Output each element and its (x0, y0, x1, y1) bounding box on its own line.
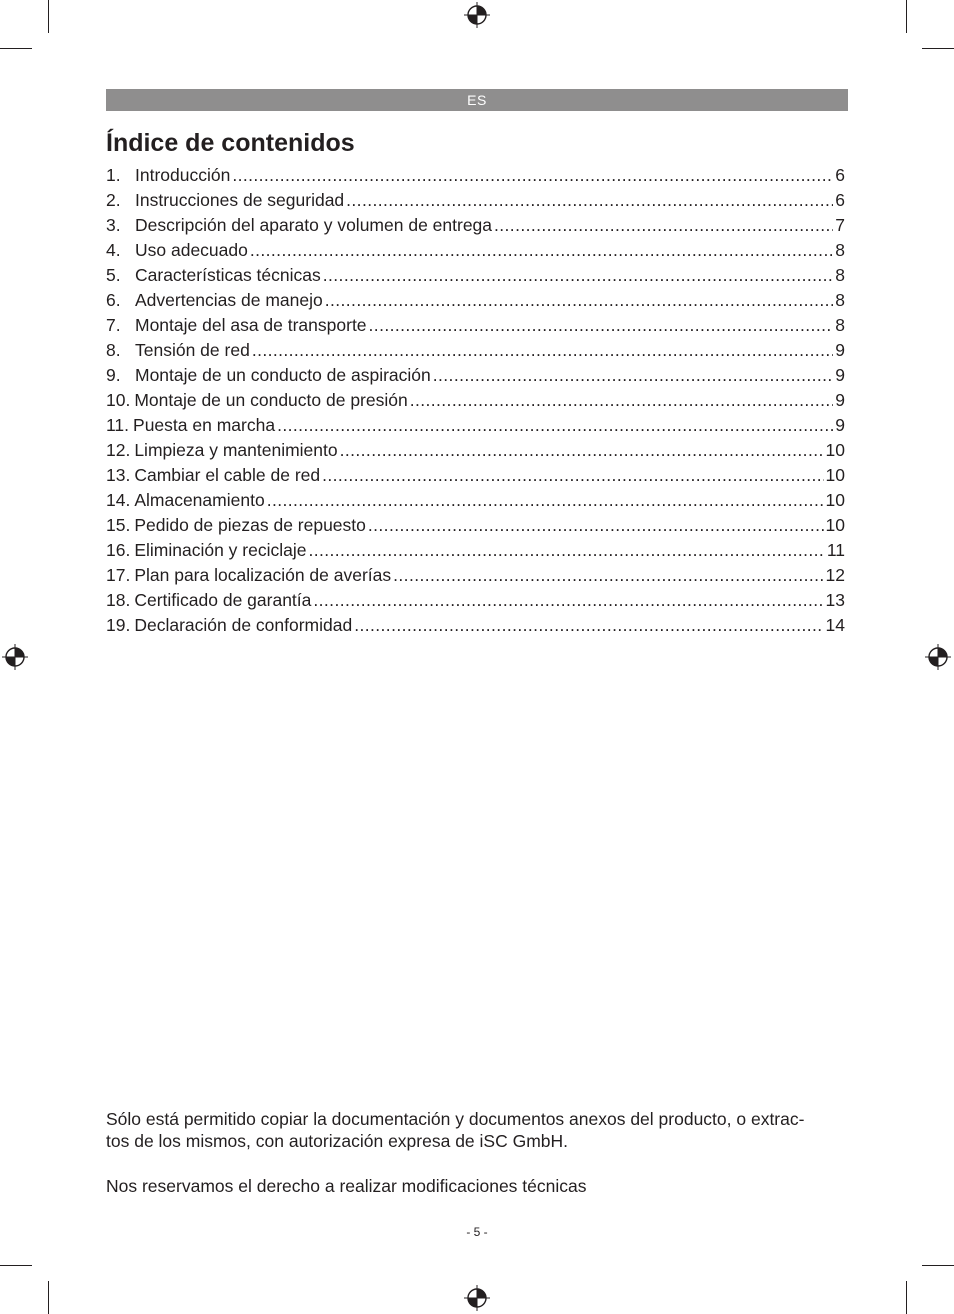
crop-mark-icon (48, 1281, 49, 1314)
toc-entry-label: Certificado de garantía (134, 590, 312, 610)
toc-entry-page: 9 (835, 340, 845, 360)
registration-mark-icon (2, 644, 28, 670)
crop-mark-icon (906, 0, 907, 33)
toc-dot-leader (250, 238, 833, 263)
toc-entry-label: Tensión de red (135, 340, 250, 360)
toc-dot-leader (252, 338, 833, 363)
toc-entry-page: 11 (826, 540, 845, 560)
toc-entry-label: Advertencias de manejo (135, 290, 323, 310)
toc-dot-leader (313, 588, 823, 613)
toc-entry-page: 12 (825, 565, 845, 585)
toc-dot-leader (346, 188, 833, 213)
toc-entry-number: 18. (106, 590, 131, 610)
toc-entry-page: 6 (835, 190, 845, 210)
toc-entry (106, 313, 845, 338)
toc-entry-number: 19. (106, 615, 131, 635)
toc-entry-page: 7 (835, 215, 845, 235)
toc-entry-label: Puesta en marcha (133, 415, 276, 435)
toc-entry (106, 613, 845, 638)
toc-dot-leader (322, 463, 823, 488)
toc-entry-label: Declaración de conformidad (134, 615, 353, 635)
toc-dot-leader (369, 313, 834, 338)
toc-entry (106, 438, 845, 463)
crop-mark-icon (48, 0, 49, 33)
toc-entry-label: Pedido de piezas de repuesto (134, 515, 366, 535)
crop-mark-icon (0, 1265, 32, 1266)
toc-entry-page: 8 (835, 265, 845, 285)
toc-entry-page: 8 (835, 290, 845, 310)
toc-entry (106, 388, 845, 413)
page-title: Índice de contenidos (106, 129, 355, 157)
toc-entry-page: 10 (825, 465, 845, 485)
toc-entry-label: Descripción del aparato y volumen de entrega (135, 215, 493, 235)
toc-dot-leader (340, 438, 824, 463)
modification-notice: Nos reservamos el derecho a realizar modificaciones técnicas (106, 1176, 587, 1196)
toc-entry (106, 163, 845, 188)
toc-dot-leader (354, 613, 823, 638)
toc-entry-label: Uso adecuado (135, 240, 248, 260)
toc-entry-label: Características técnicas (135, 265, 321, 285)
toc-dot-leader (267, 488, 824, 513)
toc-entry-page: 9 (835, 390, 845, 410)
toc-dot-leader (410, 388, 834, 413)
toc-dot-leader (368, 513, 824, 538)
toc-entry (106, 588, 845, 613)
toc-entry (106, 463, 845, 488)
toc-entry-page: 10 (825, 490, 845, 510)
registration-mark-icon (464, 2, 490, 28)
toc-entry-number: 17. (106, 565, 131, 585)
toc-entry-number: 5. (106, 265, 121, 285)
toc-entry-label: Almacenamiento (134, 490, 265, 510)
toc-entry (106, 363, 845, 388)
toc-dot-leader (323, 263, 834, 288)
copyright-notice (106, 1108, 848, 1152)
copyright-notice-line-2: tos de los mismos, con autorización expresa de iSC GmbH. (106, 1131, 568, 1151)
toc-entry (106, 338, 845, 363)
crop-mark-icon (922, 48, 954, 49)
toc-entry-label: Plan para localización de averías (134, 565, 392, 585)
toc-entry (106, 413, 845, 438)
toc-entry (106, 238, 845, 263)
toc-entry-number: 3. (106, 215, 121, 235)
toc-entry-label: Montaje de un conducto de aspiración (135, 365, 431, 385)
toc-entry-page: 9 (835, 365, 845, 385)
toc-entry-label: Limpieza y mantenimiento (134, 440, 338, 460)
toc-dot-leader (308, 538, 824, 563)
toc-entry (106, 538, 845, 563)
toc-entry (106, 488, 845, 513)
toc-entry-label: Eliminación y reciclaje (134, 540, 307, 560)
toc-entry-number: 2. (106, 190, 121, 210)
toc-dot-leader (325, 288, 834, 313)
toc-entry-number: 14. (106, 490, 131, 510)
toc-entry-number: 16. (106, 540, 131, 560)
toc-entry-label: Instrucciones de seguridad (135, 190, 345, 210)
table-of-contents (106, 163, 845, 638)
toc-entry-page: 13 (825, 590, 845, 610)
toc-entry-page: 6 (835, 165, 845, 185)
toc-entry-number: 6. (106, 290, 121, 310)
toc-entry-number: 12. (106, 440, 131, 460)
language-code: ES (467, 92, 487, 108)
toc-entry (106, 513, 845, 538)
toc-entry-label: Montaje de un conducto de presión (134, 390, 408, 410)
toc-dot-leader (232, 163, 833, 188)
copyright-notice-line-1: Sólo está permitido copiar la documentación y documentos anexos del producto, o extrac- (106, 1109, 805, 1129)
toc-dot-leader (277, 413, 833, 438)
toc-entry-page: 14 (825, 615, 845, 635)
toc-entry-number: 15. (106, 515, 131, 535)
toc-entry-page: 8 (835, 315, 845, 335)
crop-mark-icon (906, 1281, 907, 1314)
toc-entry-label: Montaje del asa de transporte (135, 315, 367, 335)
registration-mark-icon (464, 1285, 490, 1311)
toc-entry-number: 8. (106, 340, 121, 360)
crop-mark-icon (922, 1265, 954, 1266)
toc-entry-page: 9 (835, 415, 845, 435)
toc-entry-page: 8 (835, 240, 845, 260)
registration-mark-icon (925, 644, 951, 670)
toc-entry-number: 1. (106, 165, 121, 185)
toc-dot-leader (433, 363, 834, 388)
toc-entry (106, 188, 845, 213)
toc-entry-number: 9. (106, 365, 121, 385)
toc-entry (106, 288, 845, 313)
language-bar (106, 89, 848, 111)
toc-entry-number: 10. (106, 390, 131, 410)
toc-entry (106, 263, 845, 288)
page-number: - 5 - (466, 1225, 488, 1239)
toc-entry (106, 563, 845, 588)
toc-entry-page: 10 (825, 440, 845, 460)
toc-entry-number: 4. (106, 240, 121, 260)
toc-entry-label: Cambiar el cable de red (134, 465, 321, 485)
toc-dot-leader (494, 213, 833, 238)
toc-entry-number: 11. (106, 415, 130, 435)
toc-entry-number: 13. (106, 465, 131, 485)
toc-dot-leader (393, 563, 823, 588)
toc-entry-page: 10 (825, 515, 845, 535)
toc-entry-number: 7. (106, 315, 121, 335)
toc-entry (106, 213, 845, 238)
toc-entry-label: Introducción (135, 165, 231, 185)
crop-mark-icon (0, 48, 32, 49)
